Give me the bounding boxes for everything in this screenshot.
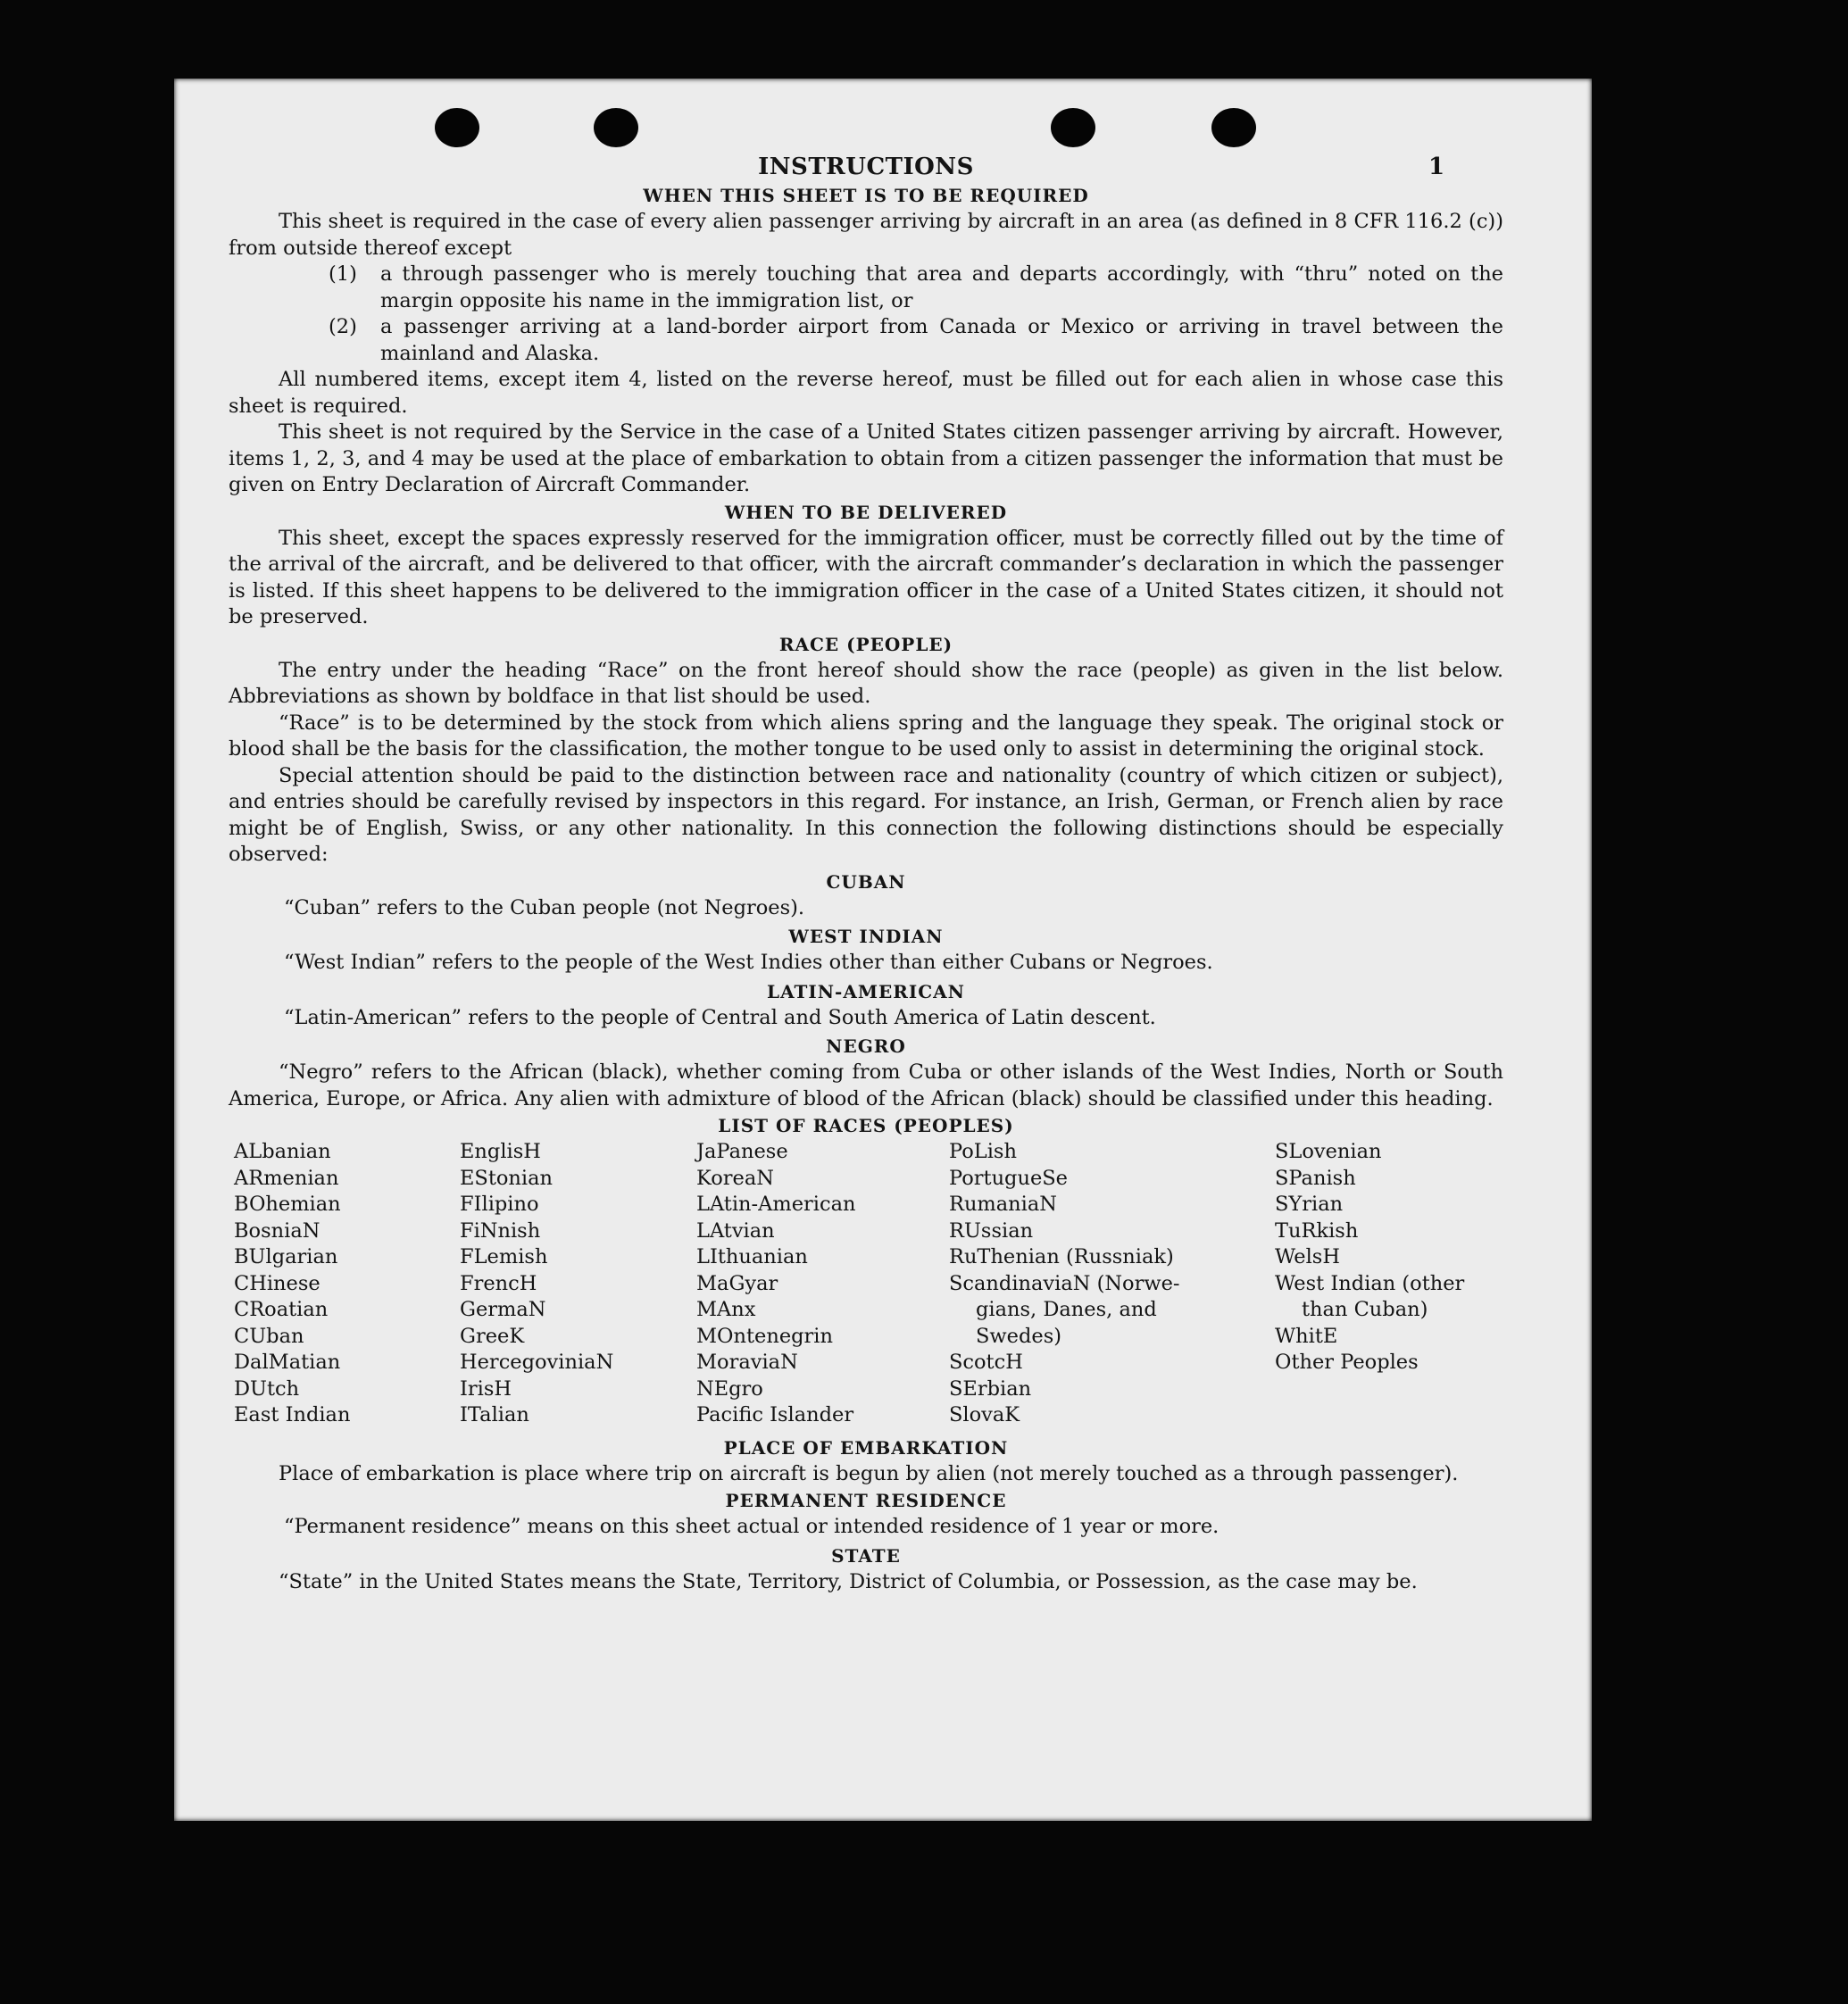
section-heading: STATE xyxy=(831,1544,901,1567)
race-item: CUban xyxy=(234,1324,304,1348)
race-item: RumaniaN xyxy=(949,1193,1057,1216)
punch-hole xyxy=(594,108,638,147)
race-item: Other Peoples xyxy=(1275,1351,1419,1374)
race-item: Swedes) xyxy=(976,1324,1062,1348)
race-item: SYrian xyxy=(1275,1193,1344,1216)
race-column xyxy=(696,1139,949,1429)
race-item: GreeK xyxy=(460,1324,525,1348)
definition: “Latin-American” refers to the people of Central and South America of Latin descent. xyxy=(284,1005,1156,1029)
race-item: East Indian xyxy=(234,1403,351,1426)
list-item: (1) a through passenger who is merely touching that area and departs accordingly, with “thru” noted on the margin opposite his name in the immigration list, or xyxy=(329,262,1503,312)
race-item: CRoatian xyxy=(234,1298,329,1321)
paragraph: This sheet is not required by the Service in the case of a United States citizen passenger arriving by aircraft. However, items 1, 2, 3, and 4 may be used at the place of embarkation to obtain from a citizen passenger the information that must be given on Entry Declaration of Aircraft Commander. xyxy=(229,420,1503,496)
race-item: FLemish xyxy=(460,1245,548,1268)
race-item: EStonian xyxy=(460,1166,554,1190)
section-heading: PLACE OF EMBARKATION xyxy=(723,1436,1009,1459)
race-item: SlovaK xyxy=(949,1403,1020,1426)
paragraph: Special attention should be paid to the distinction between race and nationality (country of which citizen or subject), and entries should be carefully revised by inspectors in this regard. For instance, an Irish, German, or French alien by race might be of English, Swiss, or any other nationality. In this connection the following distinctions should be especially observed: xyxy=(229,763,1503,866)
paragraph: The entry under the heading “Race” on the front hereof should show the race (people) as given in the list below. Abbreviations as shown by boldface in that list should be used. xyxy=(229,658,1503,708)
section-heading: RACE (PEOPLE) xyxy=(778,633,953,655)
definition: “Permanent residence” means on this sheet actual or intended residence of 1 year or more. xyxy=(284,1515,1220,1538)
page-title: INSTRUCTIONS xyxy=(758,154,974,180)
race-item: than Cuban) xyxy=(1302,1298,1428,1321)
section-heading: WHEN TO BE DELIVERED xyxy=(724,501,1008,523)
race-item: ALbanian xyxy=(234,1140,331,1163)
race-item: SPanish xyxy=(1275,1166,1356,1190)
race-item: DalMatian xyxy=(234,1351,341,1374)
race-item: EnglisH xyxy=(460,1140,541,1163)
race-item: Pacific Islander xyxy=(696,1403,854,1426)
race-item: GermaN xyxy=(460,1298,546,1321)
race-column xyxy=(949,1139,1275,1429)
race-item: RUssian xyxy=(949,1218,1034,1243)
race-item: WelsH xyxy=(1275,1245,1340,1268)
race-column xyxy=(1275,1139,1489,1429)
race-item: ScotcH xyxy=(949,1351,1023,1374)
race-item: ScandinaviaN (Norwe- xyxy=(949,1271,1180,1295)
section-heading: PERMANENT RESIDENCE xyxy=(725,1490,1007,1511)
race-item: TuRkish xyxy=(1275,1218,1359,1243)
race-item: LAtin-American xyxy=(696,1193,856,1216)
race-item: FIlipino xyxy=(460,1193,539,1216)
race-item: HercegoviniaN xyxy=(460,1351,614,1374)
race-item: BUlgarian xyxy=(234,1245,338,1268)
race-item: BosniaN xyxy=(234,1218,320,1243)
section-heading: LATIN-AMERICAN xyxy=(767,980,965,1002)
race-item: PoLish xyxy=(949,1140,1017,1163)
race-item: FrencH xyxy=(460,1271,537,1295)
punch-hole xyxy=(1051,108,1095,147)
definition: “Cuban” refers to the Cuban people (not Negroes). xyxy=(284,895,805,919)
definition: “West Indian” refers to the people of the West Indies other than either Cubans or Negroes. xyxy=(284,951,1213,974)
section-heading: WHEN THIS SHEET IS TO BE REQUIRED xyxy=(643,185,1089,206)
race-item: MaGyar xyxy=(696,1271,778,1295)
paragraph: All numbered items, except item 4, listed on the reverse hereof, must be filled out for each alien in whose case this sheet is required. xyxy=(229,368,1503,418)
paragraph: This sheet, except the spaces expressly reserved for the immigration officer, must be correctly filled out by the time of the arrival of the aircraft, and be delivered to that officer, with the aircraft commander’s declaration in which the passenger is listed. If this sheet happens to be delivered to the immigration officer in the case of a United States citizen, it should not be preserved. xyxy=(229,526,1503,628)
race-item: SLovenian xyxy=(1275,1140,1382,1163)
race-item: SErbian xyxy=(949,1376,1032,1401)
race-item: PortugueSe xyxy=(949,1166,1069,1190)
section-heading: LIST OF RACES (PEOPLES) xyxy=(718,1115,1014,1136)
section-heading: WEST INDIAN xyxy=(788,926,944,947)
document-body xyxy=(229,154,1503,1595)
race-item: MoraviaN xyxy=(696,1351,798,1374)
race-item: JaPanese xyxy=(696,1140,788,1163)
race-item: gians, Danes, and xyxy=(976,1298,1157,1321)
race-item: CHinese xyxy=(234,1271,320,1295)
page-number: 1 xyxy=(1428,154,1445,180)
race-item: LAtvian xyxy=(696,1218,775,1243)
race-item: LIthuanian xyxy=(696,1245,808,1268)
race-item: KoreaN xyxy=(696,1166,774,1190)
paragraph: “State” in the United States means the State, Territory, District of Columbia, or Possession, as the case may be. xyxy=(279,1569,1418,1593)
race-item: WhitE xyxy=(1275,1324,1338,1348)
races-list xyxy=(234,1139,1503,1429)
paragraph: This sheet is required in the case of every alien passenger arriving by aircraft in an area (as defined in 8 CFR 116.2 (c)) from outside thereof except xyxy=(229,210,1503,260)
race-item: West Indian (other xyxy=(1275,1271,1465,1295)
race-item: MOntenegrin xyxy=(696,1324,833,1348)
race-item: DUtch xyxy=(234,1376,300,1401)
race-column xyxy=(234,1139,460,1429)
race-item: FiNnish xyxy=(460,1218,541,1243)
punch-hole xyxy=(435,108,479,147)
race-item: BOhemian xyxy=(234,1193,341,1216)
race-item: RuThenian (Russniak) xyxy=(949,1245,1174,1268)
list-item: (2) a passenger arriving at a land-border airport from Canada or Mexico or arriving in travel between the mainland and Alaska. xyxy=(329,315,1503,365)
race-item: MAnx xyxy=(696,1298,756,1321)
exception-list xyxy=(229,262,1503,367)
section-heading: NEGRO xyxy=(826,1035,906,1057)
race-column xyxy=(460,1139,696,1429)
race-item: ITalian xyxy=(460,1403,529,1426)
document-page xyxy=(174,79,1592,1821)
race-item: NEgro xyxy=(696,1376,763,1401)
paragraph: “Race” is to be determined by the stock from which aliens spring and the language they speak. The original stock or blood shall be the basis for the classification, the mother tongue to be used only to assist in determining the original stock. xyxy=(229,711,1503,761)
race-item: ARmenian xyxy=(234,1166,339,1190)
race-item: IrisH xyxy=(460,1376,512,1401)
paragraph: Place of embarkation is place where trip on aircraft is begun by alien (not merely touched as a through passenger). xyxy=(279,1461,1459,1485)
punch-hole xyxy=(1211,108,1256,147)
paragraph: “Negro” refers to the African (black), whether coming from Cuba or other islands of the West Indies, North or South America, Europe, or Africa. Any alien with admixture of blood of the African (black) should be classified under this heading. xyxy=(229,1060,1503,1110)
section-heading: CUBAN xyxy=(826,870,906,893)
